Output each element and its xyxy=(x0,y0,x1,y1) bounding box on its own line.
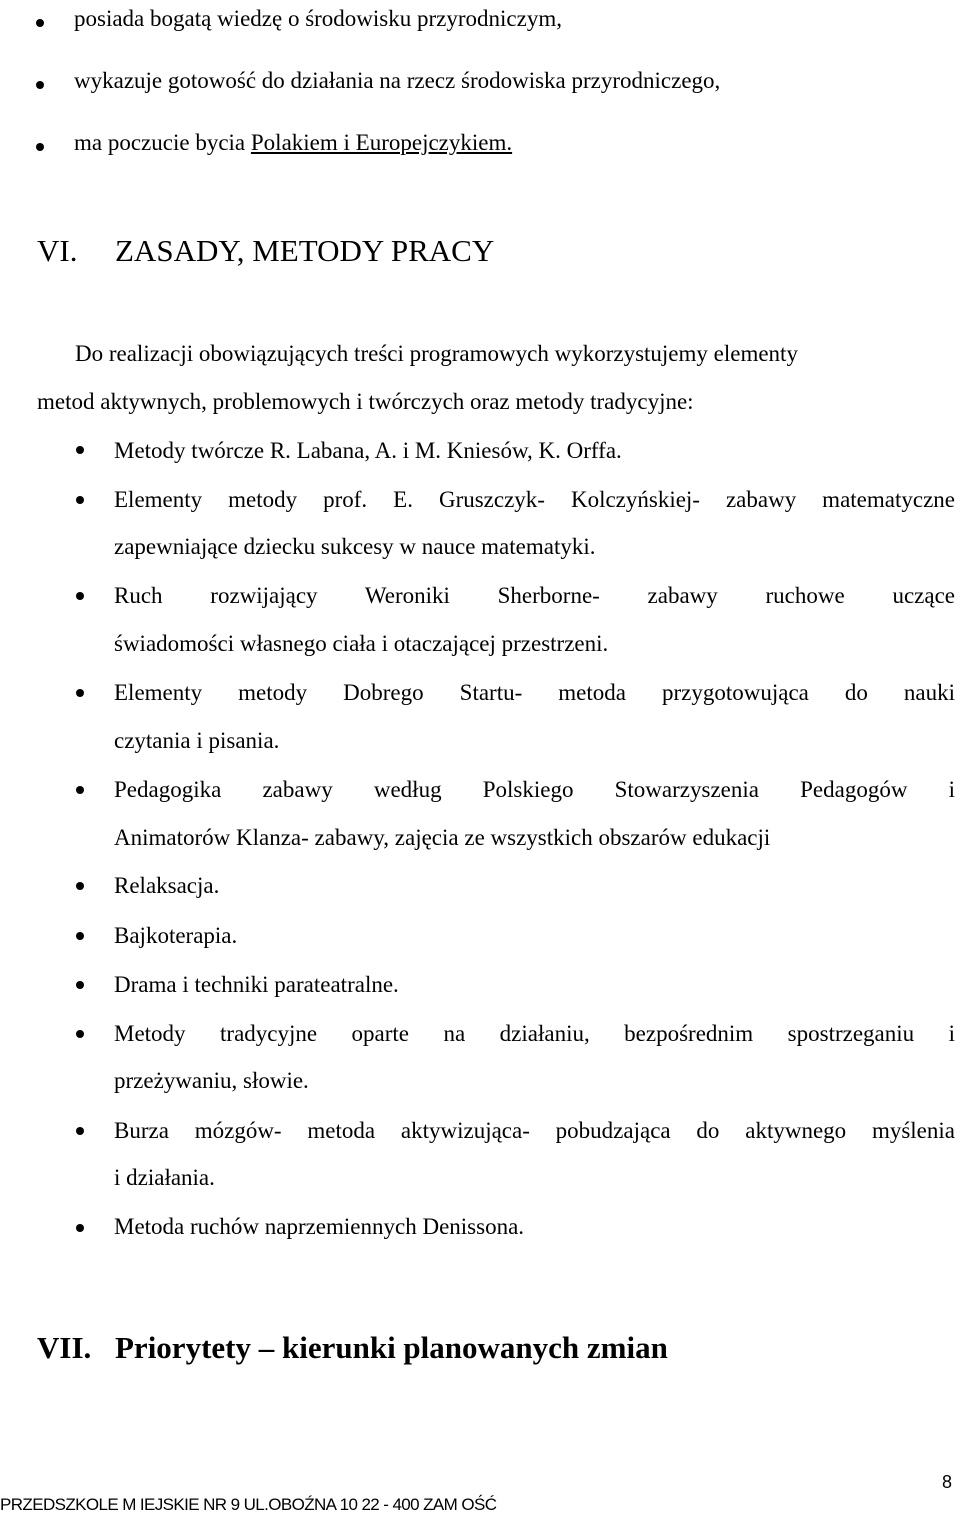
bullet-icon xyxy=(36,81,44,89)
bullet-icon xyxy=(76,1127,84,1135)
list-item-text: wykazuje gotowość do działania na rzecz środowiska przyrodniczego, xyxy=(74,68,721,93)
section-heading-7 xyxy=(37,1330,668,1366)
list-item-text: Pedagogika zabawy według Polskiego Stowarzyszenia Pedagogów i xyxy=(114,777,955,802)
list-item-text-part: ma poczucie bycia xyxy=(74,130,251,155)
list-item-text: Metody tradycyjne oparte na działaniu, bezpośrednim spostrzeganiu i xyxy=(114,1021,955,1046)
bullet-icon xyxy=(36,143,44,151)
list-item-text: Metoda ruchów naprzemiennych Denissona. xyxy=(114,1214,525,1239)
bullet-icon xyxy=(76,592,84,600)
section-number: VII. xyxy=(37,1330,92,1365)
bullet-icon xyxy=(76,496,84,504)
underlined-text: Polakiem i Europejczykiem. xyxy=(250,130,513,155)
list-item-text: zapewniające dziecku sukcesy w nauce matematyki. xyxy=(114,534,596,559)
bullet-icon xyxy=(76,932,84,940)
list-item-text: Elementy metody prof. E. Gruszczyk- Kolczyńskiej- zabawy matematyczne xyxy=(114,487,955,512)
section-title: Priorytety – kierunki planowanych zmian xyxy=(115,1330,668,1365)
bullet-icon xyxy=(76,446,84,454)
list-item-text: Ruch rozwijający Weroniki Sherborne- zabawy ruchowe uczące xyxy=(114,583,955,608)
bullet-icon xyxy=(76,689,84,697)
section-title: ZASADY, METODY PRACY xyxy=(115,233,495,268)
list-item-text: Relaksacja. xyxy=(114,873,220,898)
list-item-text: Burza mózgów- metoda aktywizująca- pobudzająca do aktywnego myślenia xyxy=(114,1118,955,1143)
intro-line-2: metod aktywnych, problemowych i twórczych oraz metody tradycyjne: xyxy=(37,389,694,414)
section-heading-6 xyxy=(37,233,494,269)
list-item-text: czytania i pisania. xyxy=(114,728,280,753)
bullet-icon xyxy=(76,1224,84,1232)
bullet-icon xyxy=(76,882,84,890)
list-item-text xyxy=(74,128,512,158)
list-item-text: Bajkoterapia. xyxy=(114,923,238,948)
list-item-text: posiada bogatą wiedzę o środowisku przyrodniczym, xyxy=(74,6,562,31)
list-item-text: przeżywaniu, słowie. xyxy=(114,1068,309,1093)
list-item-text: i działania. xyxy=(114,1165,215,1190)
bullet-icon xyxy=(76,981,84,989)
section-number: VI. xyxy=(37,233,78,268)
list-item-text: Metody twórcze R. Labana, A. i M. Kniesów, K. Orffa. xyxy=(114,438,622,463)
intro-line-1: Do realizacji obowiązujących treści programowych wykorzystujemy elementy xyxy=(75,341,798,366)
bullet-icon xyxy=(76,786,84,794)
list-item-text: Drama i techniki parateatralne. xyxy=(114,972,399,997)
page-number: 8 xyxy=(942,1472,953,1492)
footer-address: PRZEDSZKOLE M IEJSKIE NR 9 UL.OBOŹNA 10 22 - 400 ZAM OŚĆ xyxy=(0,1495,497,1514)
list-item-text: świadomości własnego ciała i otaczającej przestrzeni. xyxy=(114,631,609,656)
list-item-text: Elementy metody Dobrego Startu- metoda przygotowująca do nauki xyxy=(114,680,955,705)
bullet-icon xyxy=(76,1030,84,1038)
bullet-icon xyxy=(36,19,44,27)
list-item-text: Animatorów Klanza- zabawy, zajęcia ze wszystkich obszarów edukacji xyxy=(114,825,771,850)
